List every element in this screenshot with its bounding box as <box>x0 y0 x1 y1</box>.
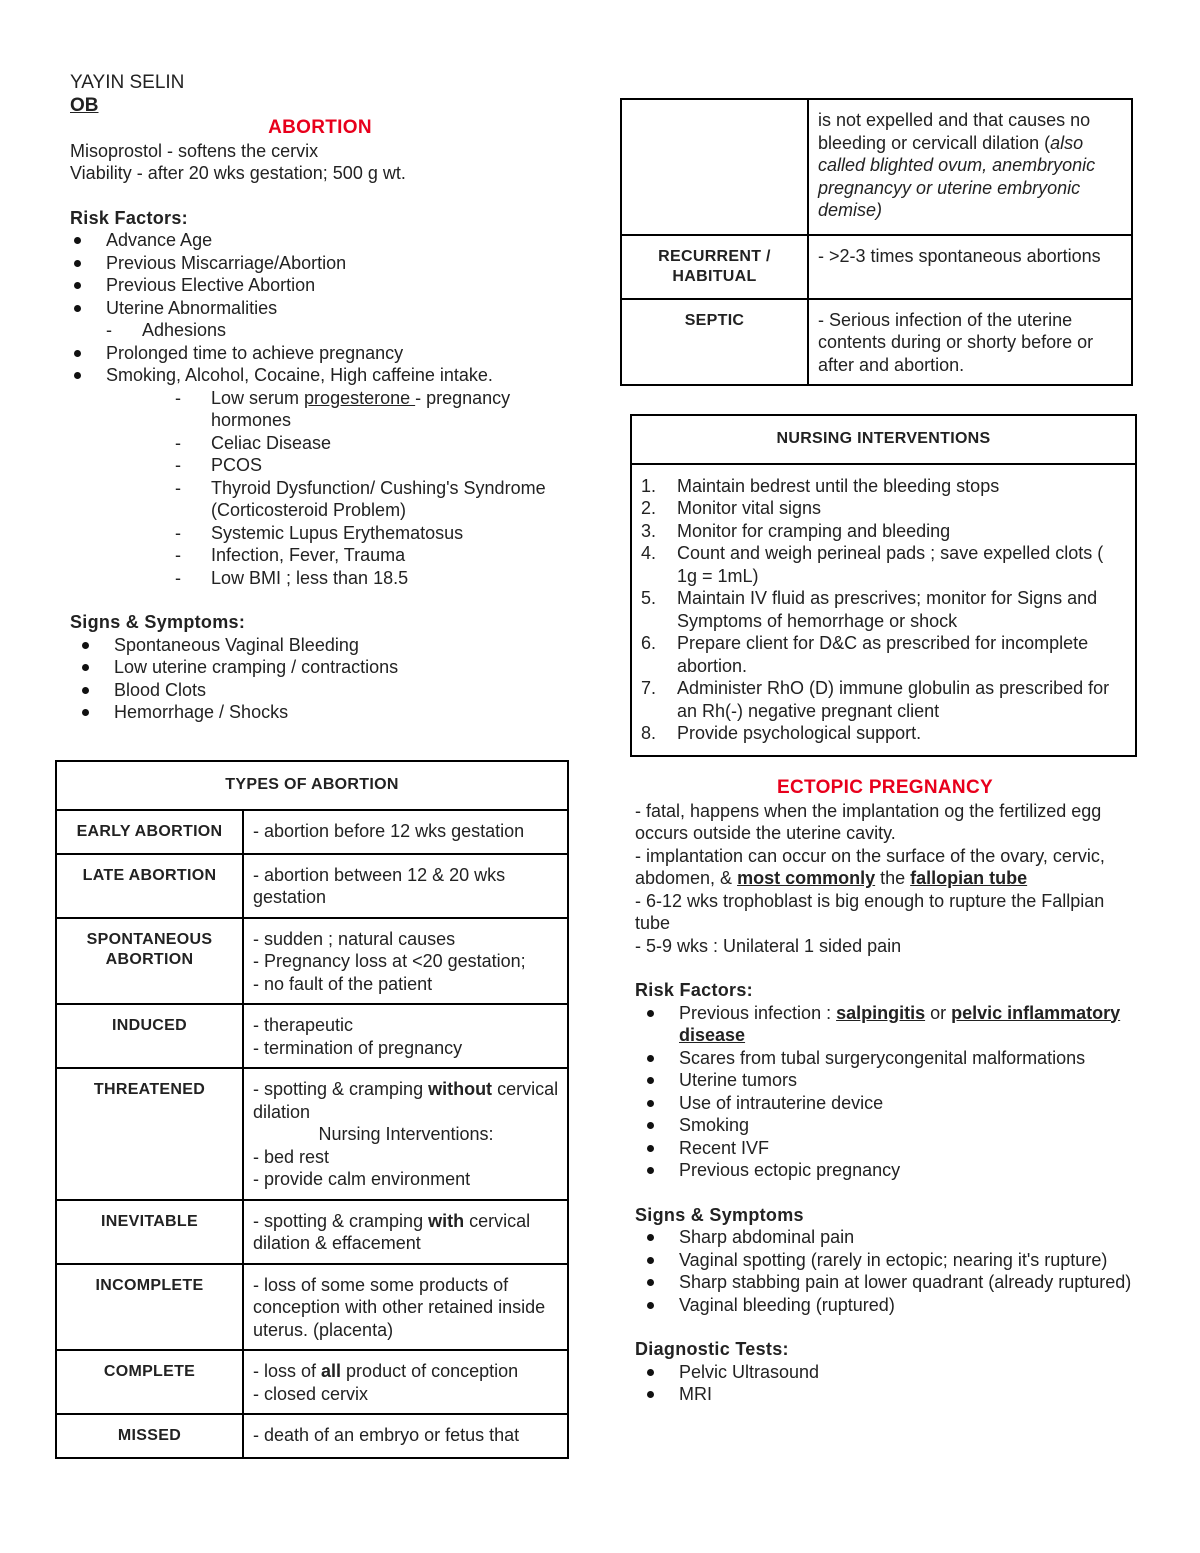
item-number: 5. <box>641 588 657 608</box>
spacer <box>635 1182 1135 1204</box>
line: - no fault of the patient <box>253 973 433 994</box>
table-row <box>56 854 568 918</box>
line <box>253 1078 559 1123</box>
list-item <box>175 387 570 432</box>
emphasis: all <box>321 1361 342 1381</box>
list-item <box>641 542 1127 587</box>
table-row <box>56 1350 568 1414</box>
ectopic-line: - 5-9 wks : Unilateral 1 sided pain <box>635 935 902 956</box>
list-item: Vaginal bleeding (ruptured) <box>635 1294 1135 1317</box>
list-item: Spontaneous Vaginal Bleeding <box>70 634 570 657</box>
italic-text: also called blighted ovum, anembryonic pregnancyy or uterine embryonic demise) <box>818 132 1096 220</box>
list-item: Prolonged time to achieve pregnancy <box>70 342 570 365</box>
item-number: 2. <box>641 498 657 518</box>
table-title: NURSING INTERVENTIONS <box>631 415 1136 464</box>
misoprostol-line: Misoprostol - softens the cervix <box>70 140 319 161</box>
row-label: THREATENED <box>56 1068 243 1200</box>
list-item: Previous ectopic pregnancy <box>635 1159 1135 1182</box>
text: product of conception <box>341 1361 519 1381</box>
ectopic-line: - 6-12 wks trophoblast is big enough to rupture the Fallpian tube <box>635 890 1105 933</box>
table-row <box>56 918 568 1005</box>
list-item <box>641 475 1127 498</box>
line <box>253 1360 559 1383</box>
list-item: Low uterine cramping / contractions <box>70 656 570 679</box>
list-item: Scares from tubal surgerycongenital malformations <box>635 1047 1135 1070</box>
list-item: Previous Miscarriage/Abortion <box>70 252 570 275</box>
row-text: - loss of some some products of conception with other retained inside uterus. (placenta) <box>243 1264 568 1351</box>
table-row <box>56 761 568 810</box>
types-of-abortion-table-continued <box>620 98 1133 386</box>
signs-heading: Signs & Symptoms: <box>70 612 246 632</box>
list-item <box>635 1002 1135 1047</box>
text: cervical dilation <box>253 1079 559 1122</box>
list-item: Advance Age <box>70 229 570 252</box>
list-item: - Adhesions <box>106 319 570 342</box>
list-item: - Systemic Lupus Erythematosus <box>175 522 570 545</box>
row-text <box>243 1004 568 1068</box>
ectopic-line: - fatal, happens when the implantation og the fertilized egg occurs outside the uterine cavity. <box>635 800 1102 843</box>
table-row <box>621 99 1132 235</box>
nursing-list-cell <box>631 464 1136 756</box>
line: - termination of pregnancy <box>253 1037 463 1058</box>
text: - spotting & cramping <box>253 1079 429 1099</box>
spacer <box>635 1316 1135 1338</box>
row-label: SEPTIC <box>621 299 808 386</box>
table-row <box>56 1264 568 1351</box>
row-text <box>243 1350 568 1414</box>
emphasis: most commonly <box>737 868 876 888</box>
item-text: Maintain IV fluid as prescrives; monitor for Signs and Symptoms of hemorrhage or shock <box>677 588 1098 631</box>
text: cervical dilation & effacement <box>253 1210 531 1253</box>
diagnostic-list <box>635 1361 1135 1406</box>
emphasis: with <box>428 1210 465 1231</box>
line: - bed rest <box>253 1146 330 1167</box>
list-item-text: Uterine Abnormalities <box>106 297 278 318</box>
left-column <box>70 72 570 724</box>
list-item: Blood Clots <box>70 679 570 702</box>
ectopic-line <box>635 845 1135 890</box>
list-item: Vaginal spotting (rarely in ectopic; nearing it's rupture) <box>635 1249 1135 1272</box>
table-row <box>56 1068 568 1200</box>
list-item: Recent IVF <box>635 1137 1135 1160</box>
item-number: 1. <box>641 475 657 496</box>
line: - therapeutic <box>253 1015 354 1035</box>
text: - implantation can occur on the surface of the ovary, cervic, abdomen, & <box>635 845 1105 888</box>
list-item <box>641 722 1127 745</box>
row-text <box>243 1068 568 1200</box>
table-row <box>56 1200 568 1264</box>
emphasis: without <box>428 1079 493 1099</box>
text: Previous infection : <box>679 1002 837 1023</box>
item-text: Monitor vital signs <box>677 498 822 518</box>
list-item: Sharp abdominal pain <box>635 1226 1135 1249</box>
row-label: EARLY ABORTION <box>56 810 243 854</box>
line: Nursing Interventions: <box>318 1124 494 1144</box>
list-item <box>641 520 1127 543</box>
text: or <box>925 1002 952 1023</box>
list-item: Previous Elective Abortion <box>70 274 570 297</box>
table-row <box>56 1414 568 1458</box>
item-number: 3. <box>641 520 657 541</box>
list-item <box>641 632 1127 677</box>
row-label: MISSED <box>56 1414 243 1458</box>
text: - loss of <box>253 1361 322 1381</box>
row-label: SPONTANEOUS ABORTION <box>56 918 243 1005</box>
ectopic-risk-list <box>635 1002 1135 1182</box>
table-row <box>56 810 568 854</box>
row-label <box>621 99 808 235</box>
emphasis: fallopian tube <box>910 868 1028 888</box>
list-item-text: Smoking, Alcohol, Cocaine, High caffeine intake. <box>106 365 493 385</box>
signs-list <box>70 634 570 724</box>
table-row <box>631 464 1136 756</box>
table-row <box>56 1004 568 1068</box>
list-item <box>70 364 570 387</box>
emphasis: pelvic inflammatory disease <box>679 1002 1121 1045</box>
table-row <box>621 299 1132 386</box>
nursing-interventions-table <box>630 414 1137 757</box>
line: - Pregnancy loss at <20 gestation; <box>253 951 526 971</box>
row-label: COMPLETE <box>56 1350 243 1414</box>
ectopic-risk-heading: Risk Factors: <box>635 980 753 1000</box>
row-text <box>808 99 1132 235</box>
subject-heading: OB <box>70 94 99 116</box>
spacer <box>70 185 570 207</box>
row-text <box>243 918 568 1005</box>
list-item: Use of intrauterine device <box>635 1092 1135 1115</box>
list-item <box>641 587 1127 632</box>
row-text: - abortion between 12 & 20 wks gestation <box>243 854 568 918</box>
types-of-abortion-table <box>55 760 569 1459</box>
uterine-sublist <box>106 319 570 342</box>
item-text: Prepare client for D&C as prescribed for incomplete abortion. <box>677 633 1089 676</box>
row-label: INEVITABLE <box>56 1200 243 1264</box>
table-row <box>621 235 1132 299</box>
row-label: INDUCED <box>56 1004 243 1068</box>
list-item: Hemorrhage / Shocks <box>70 701 570 724</box>
viability-line: Viability - after 20 wks gestation; 500 g wt. <box>70 163 406 183</box>
text: - spotting & cramping <box>253 1210 429 1231</box>
item-number: 6. <box>641 633 657 653</box>
list-item: - Thyroid Dysfunction/ Cushing's Syndrome (Corticosteroid Problem) <box>175 477 570 522</box>
nursing-list <box>641 475 1127 745</box>
row-label: RECURRENT / HABITUAL <box>621 235 808 299</box>
item-text: Monitor for cramping and bleeding <box>677 520 951 541</box>
risk-factors-list <box>70 229 570 387</box>
table-row <box>631 415 1136 464</box>
spacer <box>635 957 1135 979</box>
emphasis: salpingitis <box>836 1002 926 1023</box>
list-item: - Infection, Fever, Trauma <box>175 544 570 567</box>
table-title: TYPES OF ABORTION <box>56 761 568 810</box>
item-number: 7. <box>641 678 657 698</box>
abortion-title: ABORTION <box>268 117 372 138</box>
spacer <box>70 589 570 611</box>
line: - provide calm environment <box>253 1169 471 1189</box>
author-name: YAYIN SELIN <box>70 72 185 93</box>
ectopic-title: ECTOPIC PREGNANCY <box>777 777 993 798</box>
item-text: Provide psychological support. <box>677 723 922 743</box>
list-item: - Celiac Disease <box>175 432 570 455</box>
item-number: 8. <box>641 723 657 743</box>
ectopic-section <box>635 777 1135 1406</box>
row-text: - Serious infection of the uterine contents during or shorty before or after and abortion. <box>808 299 1132 386</box>
list-item: MRI <box>635 1383 1135 1406</box>
diagnostic-heading: Diagnostic Tests: <box>635 1339 789 1359</box>
list-item <box>70 297 570 342</box>
list-item: Pelvic Ultrasound <box>635 1361 1135 1384</box>
item-text: Administer RhO (D) immune globulin as prescribed for an Rh(-) negative pregnant client <box>677 678 1110 721</box>
row-label: LATE ABORTION <box>56 854 243 918</box>
line: - closed cervix <box>253 1383 369 1404</box>
list-item: Smoking <box>635 1114 1135 1137</box>
list-item: Uterine tumors <box>635 1069 1135 1092</box>
list-item: - Low BMI ; less than 18.5 <box>175 567 570 590</box>
row-text: - abortion before 12 wks gestation <box>243 810 568 854</box>
row-text: - >2-3 times spontaneous abortions <box>808 235 1132 299</box>
row-text: - death of an embryo or fetus that <box>243 1414 568 1458</box>
item-text: Maintain bedrest until the bleeding stops <box>677 475 1000 496</box>
text: the <box>875 868 911 888</box>
text: Low serum <box>211 387 305 408</box>
ectopic-signs-heading: Signs & Symptoms <box>635 1204 804 1225</box>
smoking-sublist <box>175 387 570 590</box>
item-number: 4. <box>641 543 657 563</box>
list-item: - PCOS <box>175 454 570 477</box>
text: is not expelled and that causes no bleeding or cervicall dilation ( <box>818 110 1091 153</box>
line: - sudden ; natural causes <box>253 928 456 949</box>
row-text <box>243 1200 568 1264</box>
ectopic-signs-list <box>635 1226 1135 1316</box>
text: - pregnancy hormones <box>211 387 511 430</box>
item-text: Count and weigh perineal pads ; save expelled clots ( 1g = 1mL) <box>677 543 1104 586</box>
progesterone-term: progesterone <box>304 387 416 408</box>
list-item <box>641 677 1127 722</box>
risk-factors-heading: Risk Factors: <box>70 207 188 228</box>
row-label: INCOMPLETE <box>56 1264 243 1351</box>
list-item <box>641 497 1127 520</box>
list-item: Sharp stabbing pain at lower quadrant (already ruptured) <box>635 1271 1135 1294</box>
